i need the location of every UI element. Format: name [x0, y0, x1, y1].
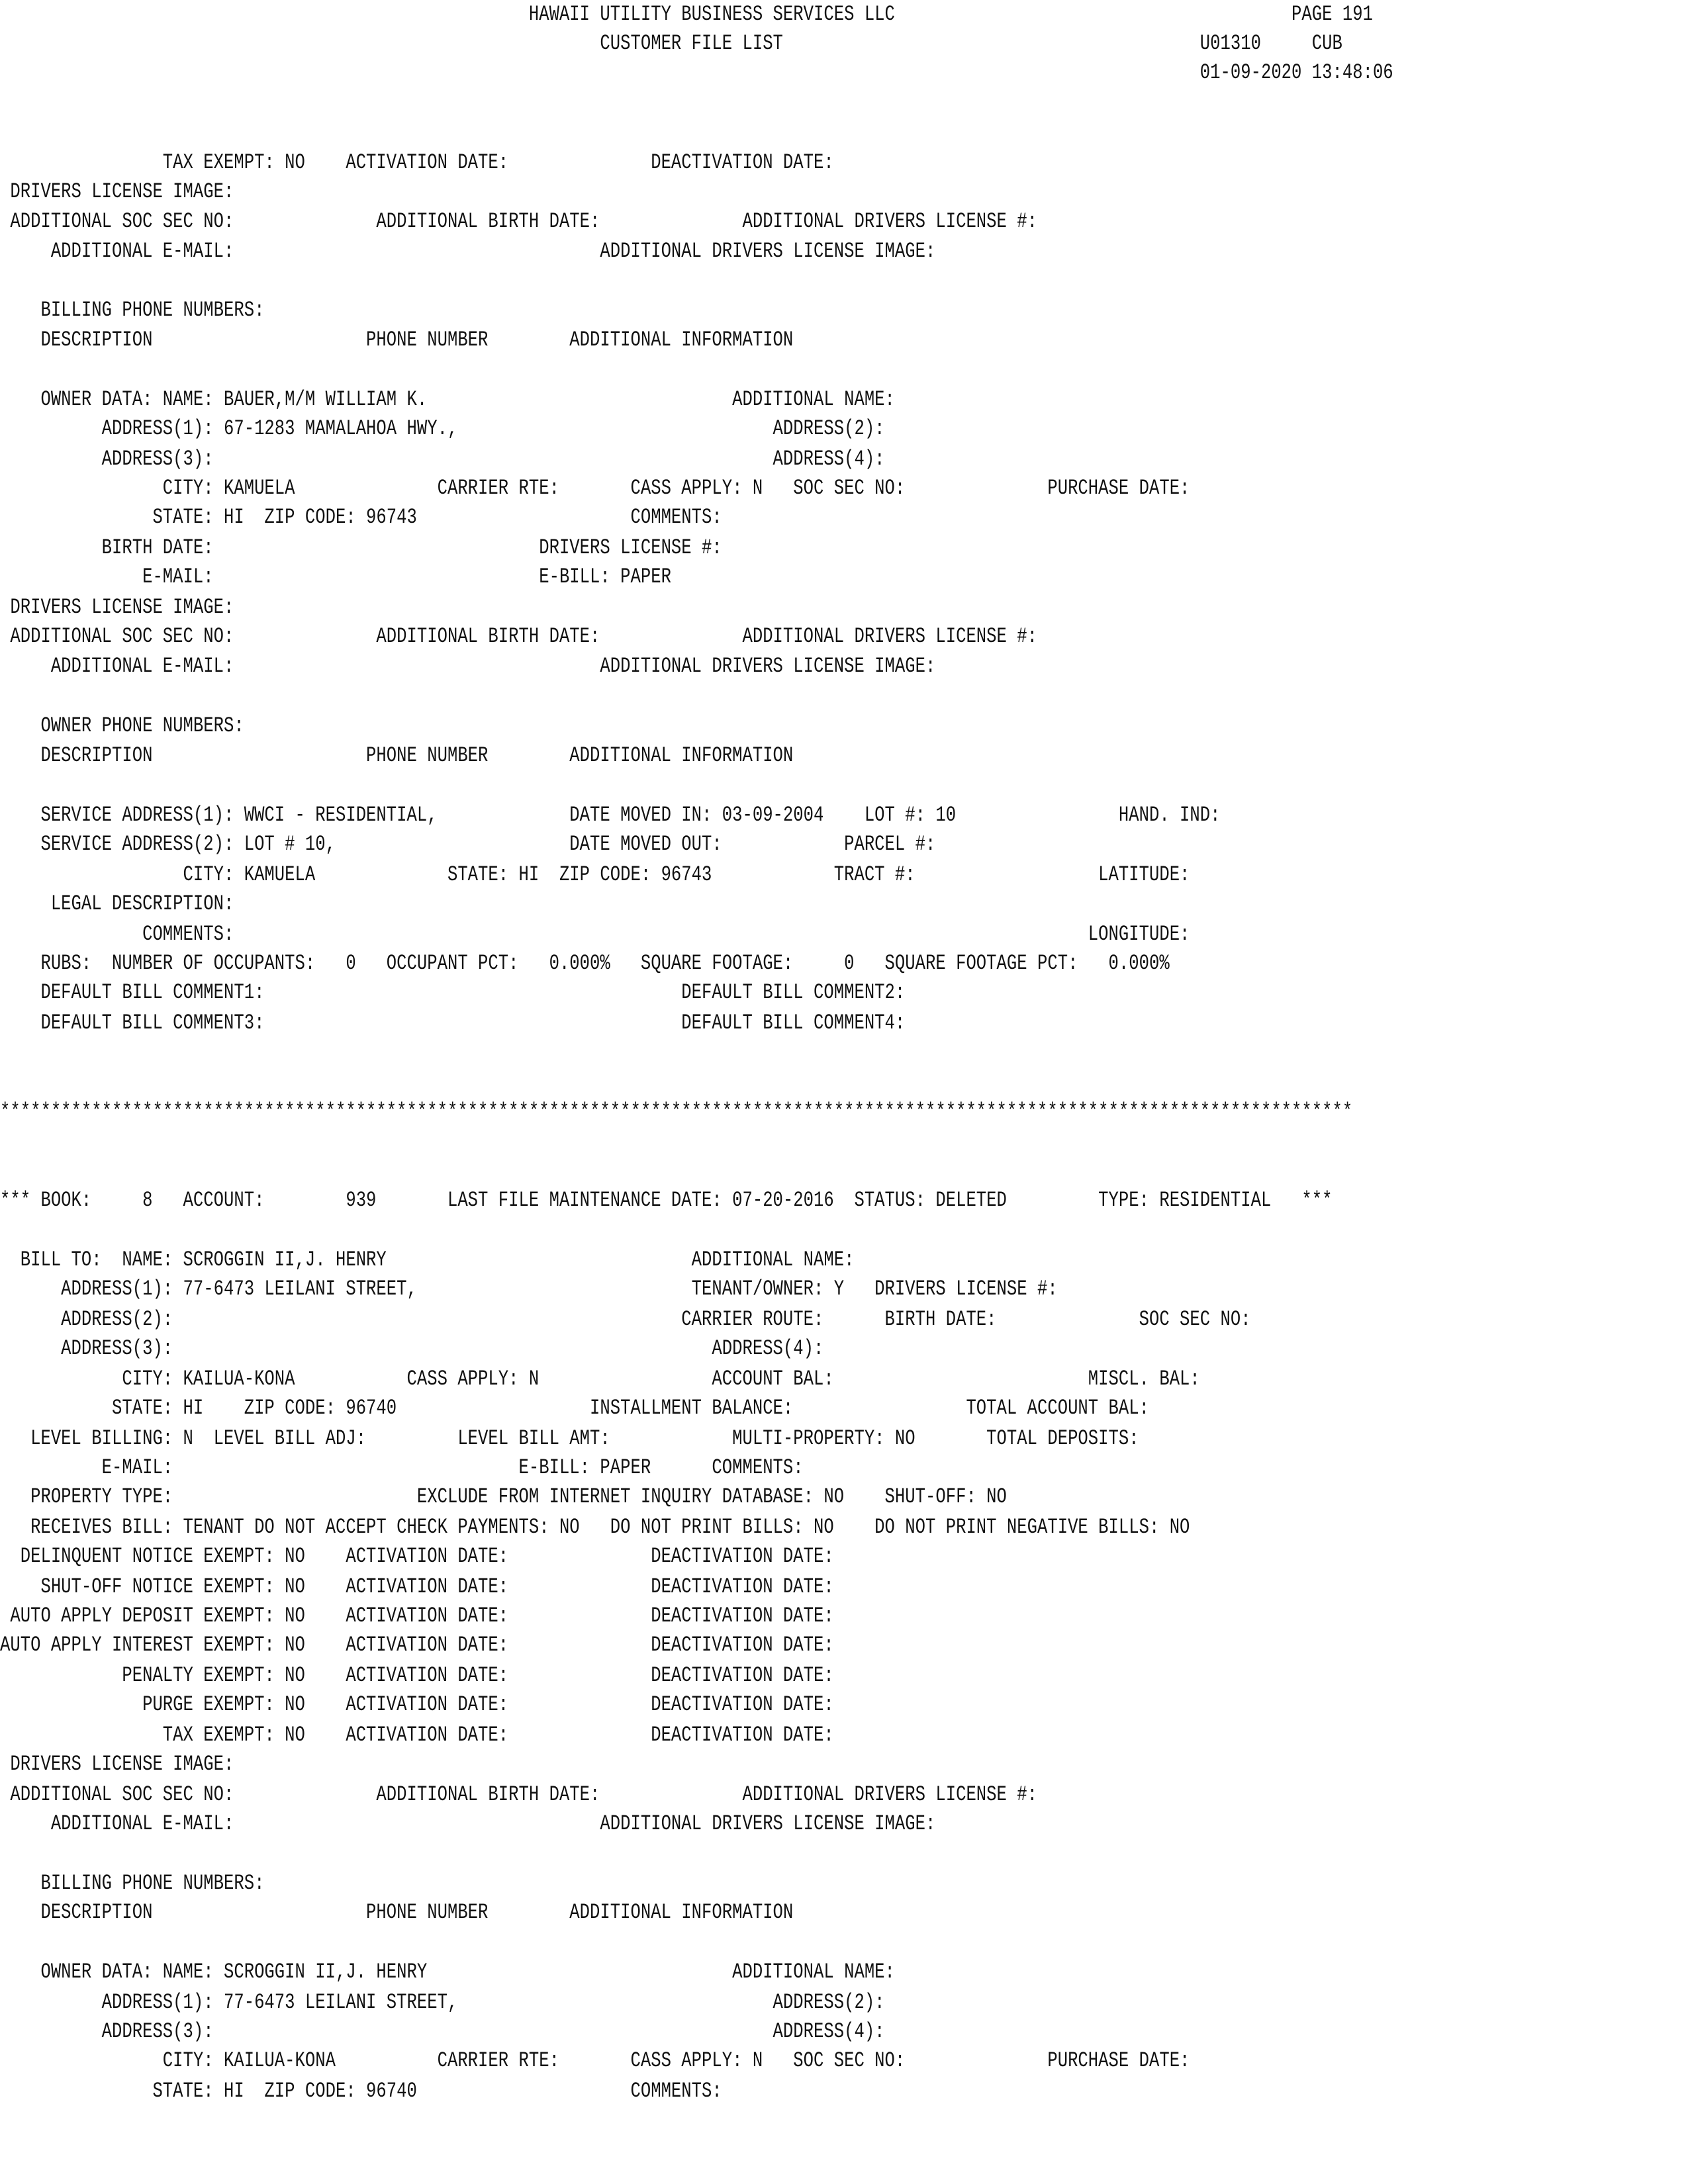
- owner-email-line: E-MAIL: E-BILL: PAPER: [0, 565, 671, 589]
- level-billing-line: LEVEL BILLING: N LEVEL BILL ADJ: LEVEL BILL AMT: MULTI-PROPERTY: NO TOTAL DEPOSITS:: [0, 1426, 1139, 1451]
- tax-exempt-line: TAX EXEMPT: NO ACTIVATION DATE: DEACTIVATION DATE:: [0, 1723, 834, 1747]
- bill-to-city-line: CITY: KAILUA-KONA CASS APPLY: N ACCOUNT BAL: MISCL. BAL:: [0, 1367, 1200, 1391]
- bill-to-address2-line: ADDRESS(2): CARRIER ROUTE: BIRTH DATE: SOC SEC NO:: [0, 1307, 1251, 1332]
- receives-bill-line: RECEIVES BILL: TENANT DO NOT ACCEPT CHECK PAYMENTS: NO DO NOT PRINT BILLS: NO DO NOT PRINT NEGATIVE BILLS: NO: [0, 1515, 1190, 1539]
- record-separator: *************************************************************************************************************************************: [0, 1099, 1353, 1124]
- billing-phone-heading: BILLING PHONE NUMBERS:: [0, 1871, 265, 1895]
- legal-description-line: LEGAL DESCRIPTION:: [0, 891, 234, 916]
- additional-ssn-line: ADDITIONAL SOC SEC NO: ADDITIONAL BIRTH DATE: ADDITIONAL DRIVERS LICENSE #:: [0, 209, 1037, 234]
- header-timestamp-line: 01-09-2020 13:48:06: [0, 60, 1393, 85]
- bill-to-email-line: E-MAIL: E-BILL: PAPER COMMENTS:: [0, 1455, 804, 1480]
- header-title-line: CUSTOMER FILE LIST U01310 CUB: [0, 31, 1342, 56]
- default-bill-comment-line: DEFAULT BILL COMMENT1: DEFAULT BILL COMMENT2:: [0, 980, 906, 1005]
- rubs-line: RUBS: NUMBER OF OCCUPANTS: 0 OCCUPANT PCT: 0.000% SQUARE FOOTAGE: 0 SQUARE FOOTAGE PCT: 0.000%: [0, 951, 1170, 976]
- drivers-license-image-line: DRIVERS LICENSE IMAGE:: [0, 1752, 234, 1776]
- service-comments-line: COMMENTS: LONGITUDE:: [0, 922, 1190, 946]
- phone-columns-header: DESCRIPTION PHONE NUMBER ADDITIONAL INFORMATION: [0, 1900, 794, 1925]
- exempt-line: SHUT-OFF NOTICE EXEMPT: NO ACTIVATION DATE: DEACTIVATION DATE:: [0, 1574, 834, 1599]
- owner-state-line: STATE: HI ZIP CODE: 96740 COMMENTS:: [0, 2079, 722, 2103]
- additional-email-line: ADDITIONAL E-MAIL: ADDITIONAL DRIVERS LICENSE IMAGE:: [0, 239, 936, 263]
- owner-address1-line: ADDRESS(1): 77-6473 LEILANI STREET, ADDRESS(2):: [0, 1990, 885, 2015]
- additional-ssn-line: ADDITIONAL SOC SEC NO: ADDITIONAL BIRTH DATE: ADDITIONAL DRIVERS LICENSE #:: [0, 624, 1037, 649]
- additional-email-line: ADDITIONAL E-MAIL: ADDITIONAL DRIVERS LICENSE IMAGE:: [0, 654, 936, 678]
- exempt-line: PURGE EXEMPT: NO ACTIVATION DATE: DEACTIVATION DATE:: [0, 1692, 834, 1717]
- owner-name-line: OWNER DATA: NAME: SCROGGIN II,J. HENRY ADDITIONAL NAME:: [0, 1960, 895, 1984]
- account-header-line: *** BOOK: 8 ACCOUNT: 939 LAST FILE MAINTENANCE DATE: 07-20-2016 STATUS: DELETED TYPE: RESIDENTIAL ***: [0, 1188, 1333, 1212]
- default-bill-comment-line: DEFAULT BILL COMMENT3: DEFAULT BILL COMMENT4:: [0, 1011, 906, 1035]
- property-type-line: PROPERTY TYPE: EXCLUDE FROM INTERNET INQUIRY DATABASE: NO SHUT-OFF: NO: [0, 1484, 1007, 1509]
- header-company-line: HAWAII UTILITY BUSINESS SERVICES LLC PAGE 191: [0, 2, 1373, 26]
- billing-phone-heading: BILLING PHONE NUMBERS:: [0, 298, 265, 322]
- owner-city-line: CITY: KAMUELA CARRIER RTE: CASS APPLY: N SOC SEC NO: PURCHASE DATE:: [0, 476, 1190, 500]
- exempt-line: DELINQUENT NOTICE EXEMPT: NO ACTIVATION DATE: DEACTIVATION DATE:: [0, 1544, 834, 1569]
- tax-exempt-line: TAX EXEMPT: NO ACTIVATION DATE: DEACTIVATION DATE:: [0, 150, 834, 175]
- additional-email-line: ADDITIONAL E-MAIL: ADDITIONAL DRIVERS LICENSE IMAGE:: [0, 1811, 936, 1836]
- phone-columns-header: DESCRIPTION PHONE NUMBER ADDITIONAL INFORMATION: [0, 328, 794, 352]
- exempt-line: AUTO APPLY DEPOSIT EXEMPT: NO ACTIVATION DATE: DEACTIVATION DATE:: [0, 1604, 834, 1628]
- bill-to-state-line: STATE: HI ZIP CODE: 96740 INSTALLMENT BALANCE: TOTAL ACCOUNT BAL:: [0, 1396, 1149, 1420]
- exempt-line: AUTO APPLY INTEREST EXEMPT: NO ACTIVATION DATE: DEACTIVATION DATE:: [0, 1633, 834, 1657]
- additional-ssn-line: ADDITIONAL SOC SEC NO: ADDITIONAL BIRTH DATE: ADDITIONAL DRIVERS LICENSE #:: [0, 1782, 1037, 1807]
- exempt-line: PENALTY EXEMPT: NO ACTIVATION DATE: DEACTIVATION DATE:: [0, 1663, 834, 1688]
- owner-address3-line: ADDRESS(3): ADDRESS(4):: [0, 2019, 885, 2044]
- service-address1-line: SERVICE ADDRESS(1): WWCI - RESIDENTIAL, DATE MOVED IN: 03-09-2004 LOT #: 10 HAND. IND:: [0, 803, 1221, 827]
- owner-birth-date-line: BIRTH DATE: DRIVERS LICENSE #:: [0, 535, 722, 560]
- owner-name-line: OWNER DATA: NAME: BAUER,M/M WILLIAM K. ADDITIONAL NAME:: [0, 387, 895, 412]
- bill-to-name-line: BILL TO: NAME: SCROGGIN II,J. HENRY ADDITIONAL NAME:: [0, 1248, 855, 1272]
- phone-columns-header: DESCRIPTION PHONE NUMBER ADDITIONAL INFORMATION: [0, 743, 794, 768]
- owner-address1-line: ADDRESS(1): 67-1283 MAMALAHOA HWY., ADDRESS(2):: [0, 416, 885, 441]
- owner-city-line: CITY: KAILUA-KONA CARRIER RTE: CASS APPLY: N SOC SEC NO: PURCHASE DATE:: [0, 2048, 1190, 2073]
- service-address2-line: SERVICE ADDRESS(2): LOT # 10, DATE MOVED OUT: PARCEL #:: [0, 832, 936, 856]
- owner-phone-heading: OWNER PHONE NUMBERS:: [0, 713, 244, 738]
- bill-to-address1-line: ADDRESS(1): 77-6473 LEILANI STREET, TENANT/OWNER: Y DRIVERS LICENSE #:: [0, 1277, 1058, 1301]
- drivers-license-image-line: DRIVERS LICENSE IMAGE:: [0, 595, 234, 619]
- owner-state-line: STATE: HI ZIP CODE: 96743 COMMENTS:: [0, 505, 722, 529]
- drivers-license-image-line: DRIVERS LICENSE IMAGE:: [0, 179, 234, 204]
- owner-address3-line: ADDRESS(3): ADDRESS(4):: [0, 447, 885, 471]
- bill-to-address3-line: ADDRESS(3): ADDRESS(4):: [0, 1336, 824, 1361]
- service-city-line: CITY: KAMUELA STATE: HI ZIP CODE: 96743 TRACT #: LATITUDE:: [0, 862, 1190, 887]
